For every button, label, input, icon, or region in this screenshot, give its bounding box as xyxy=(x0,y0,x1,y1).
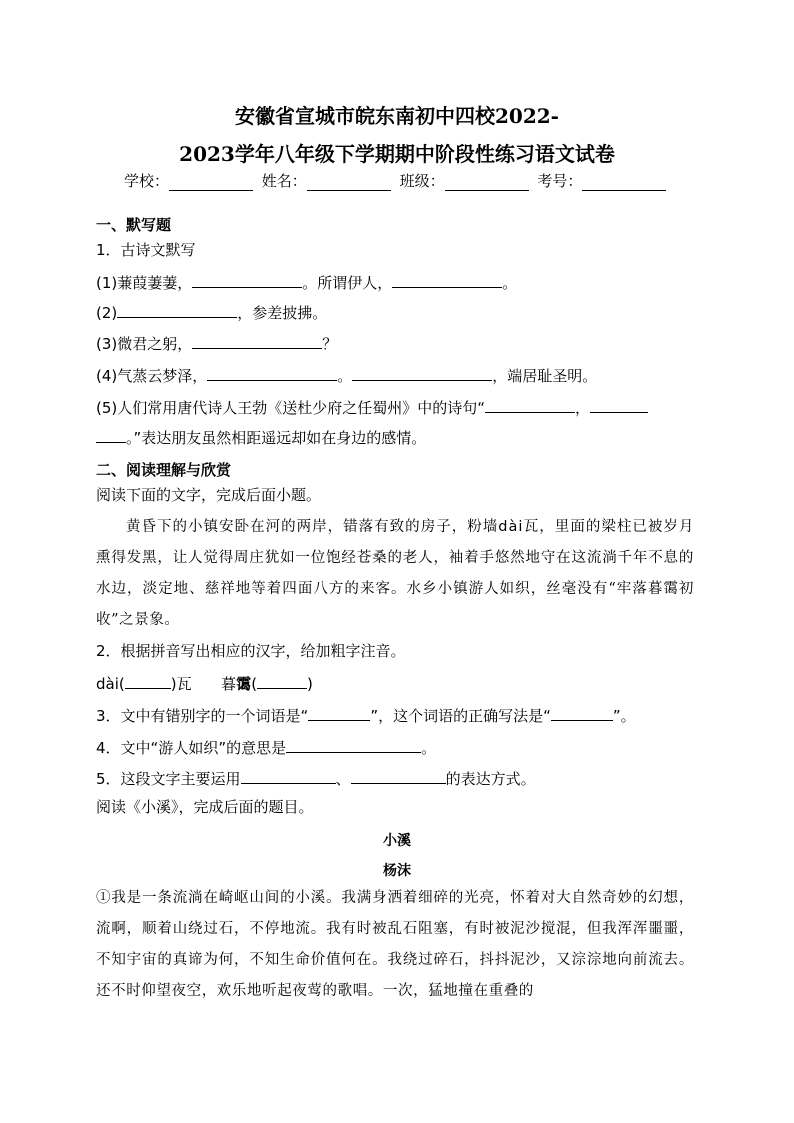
q1-2-text-a: (2) xyxy=(96,304,118,322)
school-label: 学校： xyxy=(124,172,170,190)
q1-5-text-a: (5)人们常用唐代诗人王勃《送杜少府之任蜀州》中的诗句“ xyxy=(96,399,486,417)
exam-title-line1: 安徽省宣城市皖东南初中四校2022- xyxy=(235,104,559,128)
q5-text-a: 5．这段文字主要运用 xyxy=(96,770,241,788)
reading-passage xyxy=(96,512,694,636)
q1-item5-line1 xyxy=(96,396,696,418)
passage-pinyin: dài xyxy=(498,519,524,535)
q1-1-text-a: (1)蒹葭萋萋， xyxy=(96,274,193,292)
answer-blank[interactable] xyxy=(207,364,337,381)
exam-title-line2: 2023学年八年级下学期期中阶段性练习语文试卷 xyxy=(179,142,615,166)
q3 xyxy=(96,704,696,726)
q1-item3 xyxy=(96,332,696,354)
name-label: 姓名： xyxy=(261,172,307,190)
q5-text-c: 的表达方式。 xyxy=(445,770,536,788)
story-title: 小溪 xyxy=(383,833,411,849)
q1-3-text-a: (3)微君之躬， xyxy=(96,335,193,353)
q1-item2 xyxy=(96,301,696,323)
q2-b-bold-char: 霭 xyxy=(236,675,252,693)
name-field[interactable] xyxy=(307,174,391,191)
section1-heading: 一、默写题 xyxy=(96,216,172,234)
q1-2-text-b: ，参差披拂。 xyxy=(237,304,328,322)
q1-title: 1．古诗文默写 xyxy=(96,241,196,259)
q2-answers xyxy=(96,672,696,694)
q1-1-text-c: 。 xyxy=(502,274,518,292)
q1-3-text-b: ？ xyxy=(322,335,338,353)
class-label: 班级： xyxy=(399,172,445,190)
school-field[interactable] xyxy=(169,174,253,191)
passage-text-post: 瓦，里面的梁柱已被岁月熏得发黑，让人觉得周庄犹如一位饱经苍桑的老人，袖着手悠然地守在这流淌千年不息的水边，淡定地、慈祥地等着四面八方的来客。水乡小镇游人如织，丝毫没有“牢落暮霭初收”之景象。 xyxy=(96,519,694,628)
reading-intro-2: 阅读《小溪》，完成后面的题目。 xyxy=(96,798,314,816)
q4-text-b: 。 xyxy=(421,739,437,757)
class-field[interactable] xyxy=(445,174,529,191)
q2-a-suffix: )瓦 xyxy=(170,675,192,693)
q1-4-text-c: ，端居耻圣明。 xyxy=(492,367,598,385)
student-info-row xyxy=(124,170,684,191)
q2-b-word: 暮 xyxy=(221,675,237,693)
answer-blank[interactable] xyxy=(286,736,421,753)
q1-item5-line2 xyxy=(96,426,696,448)
number-label: 考号： xyxy=(537,172,583,190)
answer-blank[interactable] xyxy=(192,271,302,288)
q5 xyxy=(96,767,696,789)
q3-text-a: 3．文中有错别字的一个词语是“ xyxy=(96,707,309,725)
q1-1-text-b: 。所谓伊人， xyxy=(302,274,393,292)
answer-blank[interactable] xyxy=(192,332,322,349)
q2-b-open: ( xyxy=(251,675,258,693)
q4-text-a: 4．文中“游人如织”的意思是 xyxy=(96,739,287,757)
q1-4-text-b: 。 xyxy=(337,367,353,385)
q5-text-b: 、 xyxy=(335,770,351,788)
reading-intro: 阅读下面的文字，完成后面小题。 xyxy=(96,486,322,504)
q1-5-text-b: ， xyxy=(575,399,591,417)
q4 xyxy=(96,736,696,758)
answer-blank[interactable] xyxy=(257,672,307,689)
section2-heading: 二、阅读理解与欣赏 xyxy=(96,461,232,479)
q1-4-text-a: (4)气蒸云梦泽， xyxy=(96,367,208,385)
answer-blank[interactable] xyxy=(590,396,648,413)
answer-blank[interactable] xyxy=(96,426,126,443)
story-author: 杨沫 xyxy=(383,863,411,879)
answer-blank[interactable] xyxy=(352,364,492,381)
answer-blank[interactable] xyxy=(125,672,171,689)
passage-text-pre: 黄昏下的小镇安卧在河的两岸，错落有致的房子，粉墙 xyxy=(126,519,499,535)
q1-item1 xyxy=(96,271,696,293)
answer-blank[interactable] xyxy=(551,704,613,721)
answer-blank[interactable] xyxy=(308,704,370,721)
answer-blank[interactable] xyxy=(485,396,575,413)
q1-item4 xyxy=(96,364,696,386)
answer-blank[interactable] xyxy=(241,767,336,784)
number-field[interactable] xyxy=(582,174,666,191)
q2-text: 2．根据拼音写出相应的汉字，给加粗字注音。 xyxy=(96,642,406,660)
answer-blank[interactable] xyxy=(351,767,446,784)
q2-b-close: ) xyxy=(307,675,313,693)
q1-5-text-c: 。”表达朋友虽然相距遥远却如在身边的感情。 xyxy=(126,429,427,447)
q3-text-c: ”。 xyxy=(612,707,636,725)
story-paragraph-1: ①我是一条流淌在崎岖山间的小溪。我满身洒着细碎的光亮，怀着对大自然奇妙的幻想，流啊，顺着山绕过石，不停地流。我有时被乱石阻塞，有时被泥沙搅混，但我浑浑噩噩，不知宇宙的真谛为何，不知生命价值何在。我绕过碎石，抖抖泥沙，又淙淙地向前流去。还不时仰望夜空，欢乐地听起夜莺的歌唱。一次，猛地撞在重叠的 xyxy=(96,890,694,999)
answer-blank[interactable] xyxy=(392,271,502,288)
answer-blank[interactable] xyxy=(117,301,237,318)
q3-text-b: ”，这个词语的正确写法是“ xyxy=(370,707,551,725)
q2-a-prefix: dài( xyxy=(96,675,125,693)
